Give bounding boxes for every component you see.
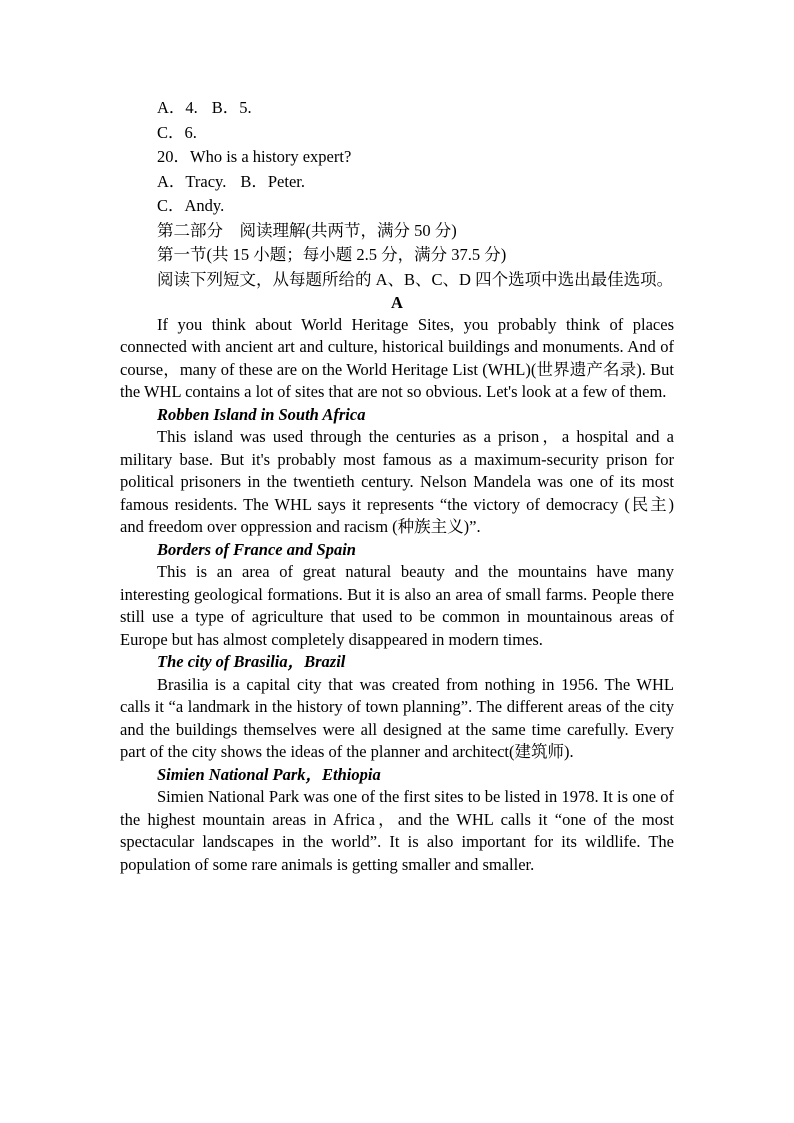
q19-options-row1 xyxy=(120,96,674,121)
site-text-simien: Simien National Park was one of the first sites to be listed in 1978. It is one of the highest mountain areas in Africa，and the WHL calls it “one of the most spectacular landscapes in the world”. It is also important for its wildlife. The population of some rare animals is getting smaller and smaller. xyxy=(120,787,674,874)
q19-options-row2 xyxy=(120,121,674,146)
q19-option-b: B．5. xyxy=(211,98,252,117)
q20-question: 20．Who is a history expert? xyxy=(157,147,352,166)
q20-options-row1 xyxy=(120,170,674,195)
document-page xyxy=(120,96,674,876)
site-heading-robben: Robben Island in South Africa xyxy=(157,404,366,424)
subsection-title: 第一节(共 15 小题；每小题 2.5 分，满分 37.5 分) xyxy=(157,245,507,264)
site-text-robben: This island was used through the centuries as a prison，a hospital and a military base. But it's probably most famous as a maximum-security prison for political prisoners in the twentieth century. Nelson Mandela was one of its most famous residents. The WHL says it represents “the victory of democracy (民主) and freedom over oppression and racism (种族主义)”. xyxy=(120,427,674,536)
instruction: 阅读下列短文，从每题所给的 A、B、C、D 四个选项中选出最佳选项。 xyxy=(157,269,674,289)
site-heading-brasilia: The city of Brasilia，Brazil xyxy=(157,652,346,671)
q20-option-c: C．Andy. xyxy=(157,196,225,215)
site-heading-simien: Simien National Park，Ethiopia xyxy=(157,764,381,784)
site-text-borders: This is an area of great natural beauty and the mountains have many interesting geological formations. But it is also an area of small farms. People there still use a type of agriculture that used to be common in mountainous areas of Europe but has almost completely disappeared in modern times. xyxy=(120,562,674,649)
q20-option-b: B．Peter. xyxy=(240,171,305,191)
site-heading-borders: Borders of France and Spain xyxy=(157,539,356,559)
q20-options-row2 xyxy=(120,194,674,219)
q19-option-c: C．6. xyxy=(157,122,197,142)
q19-option-a: A．4. xyxy=(157,98,198,117)
passage-label: A xyxy=(391,292,403,312)
q20-option-a: A．Tracy. xyxy=(157,171,227,191)
passage-intro: If you think about World Heritage Sites, you probably think of places connected with ancient art and culture, historical buildings and monuments. And of course，many of these are on the World Heritage List (WHL)(世界遗产名录). But the WHL contains a lot of sites that are not so obvious. Let's look at a few of them. xyxy=(120,314,674,401)
site-text-brasilia: Brasilia is a capital city that was created from nothing in 1956. The WHL calls it “a landmark in the history of town planning”. The different areas of the city and the buildings themselves were all designed at the same time carefully. Every part of the city shows the ideas of the planner and architect(建筑师). xyxy=(120,674,674,761)
part-title: 第二部分 阅读理解(共两节，满分 50 分) xyxy=(157,220,457,240)
